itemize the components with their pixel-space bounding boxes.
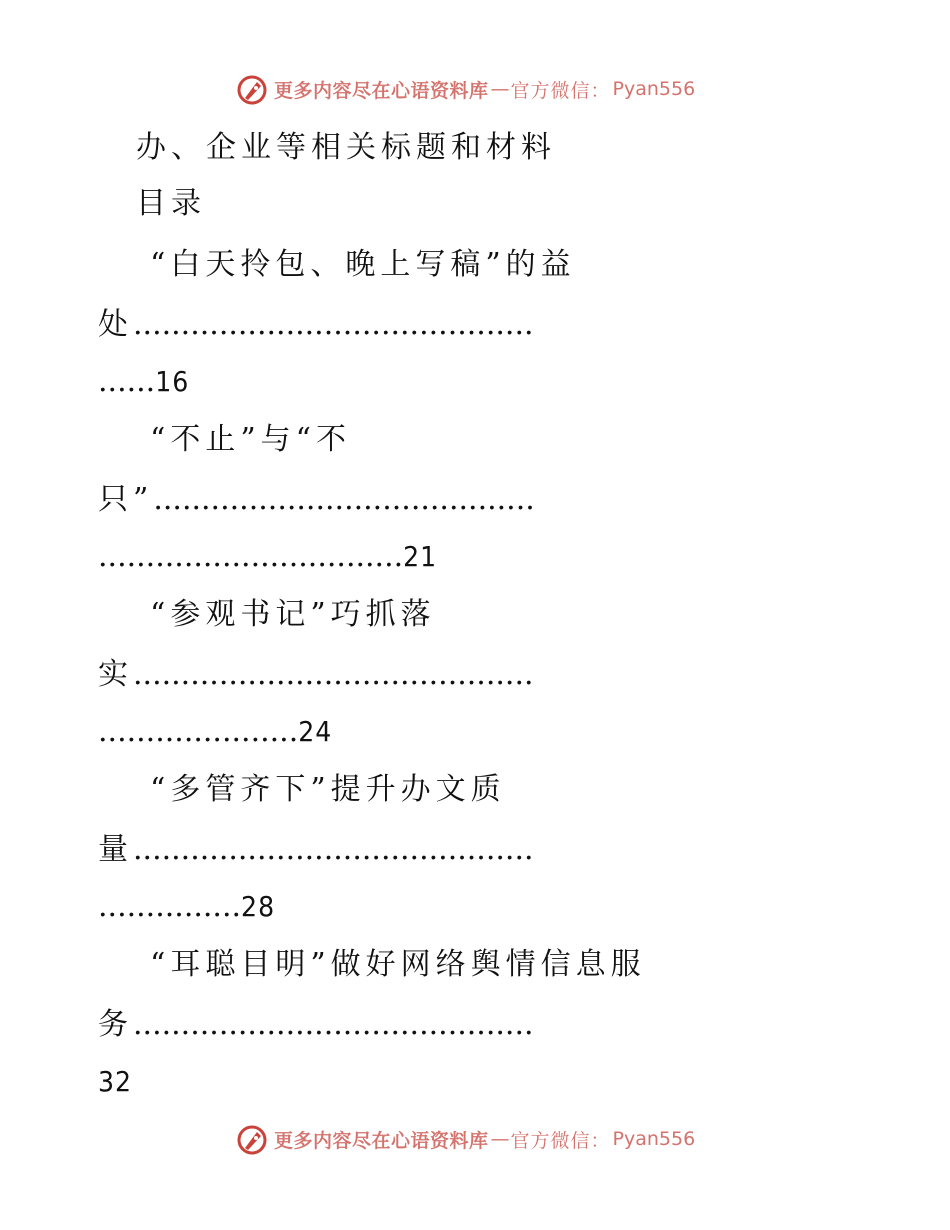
dot-leader: ..........................................: [133, 657, 534, 692]
watermark-banner-bottom: [236, 1122, 716, 1156]
dot-leader: ........................................: [153, 482, 535, 517]
toc-entry-page-line: [98, 362, 189, 402]
toc-entry-continuation: [98, 830, 534, 870]
toc-entry-char: 处: [98, 307, 133, 342]
banner-wechat-label: 官方微信：: [510, 79, 611, 102]
dot-leader: ..........................................: [133, 1007, 534, 1042]
banner-text: 更多内容尽在心语资料库: [274, 79, 489, 102]
toc-entry-page: 28: [241, 890, 276, 923]
dot-leader: ..........................................: [133, 832, 534, 867]
toc-entry-continuation: [98, 655, 534, 695]
banner-separator: —: [490, 1128, 507, 1150]
intro-text: 办、企业等相关标题和材料: [136, 130, 556, 165]
toc-entry-page-line: [98, 887, 275, 927]
banner-wechat-id: Pyan556: [612, 1128, 696, 1150]
dot-leader: ...............: [98, 889, 242, 924]
toc-entry-char: 务: [98, 1007, 133, 1042]
toc-entry-continuation: [98, 480, 535, 520]
toc-entry-char: 实: [98, 657, 133, 692]
banner-separator: —: [490, 78, 507, 100]
toc-entry-page: 32: [98, 1065, 133, 1098]
toc-entry-title: “参观书记”巧抓落: [150, 597, 436, 632]
toc-entry-page: 16: [155, 365, 190, 398]
banner-wechat-id: Pyan556: [612, 78, 696, 100]
dot-leader: ......: [98, 364, 156, 399]
toc-entry-title: “白天拎包、晚上写稿”的益: [150, 247, 576, 282]
banner-wechat-label: 官方微信：: [510, 1129, 611, 1152]
toc-heading: 目录: [136, 186, 206, 221]
toc-entry-char: 只”: [98, 482, 154, 517]
toc-entry-page-line: [98, 537, 437, 577]
toc-entry-title: “不止”与“不: [150, 422, 352, 457]
toc-entry-page: 24: [298, 715, 333, 748]
dot-leader: .....................: [98, 714, 299, 749]
toc-entry-page: 21: [403, 540, 438, 573]
toc-entry-char: 量: [98, 832, 133, 867]
watermark-banner-top: [236, 72, 716, 106]
dot-leader: ................................: [98, 539, 404, 574]
toc-entry-continuation: [98, 305, 534, 345]
toc-entry-title: “耳聪目明”做好网络舆情信息服: [150, 947, 646, 982]
toc-entry-page-line: [98, 712, 332, 752]
dot-leader: ..........................................: [133, 307, 534, 342]
toc-entry-continuation: [98, 1005, 534, 1045]
banner-text: 更多内容尽在心语资料库: [274, 1129, 489, 1152]
toc-entry-page-line: [98, 1062, 132, 1102]
pen-nib-icon: [236, 73, 268, 105]
toc-entry-title: “多管齐下”提升办文质: [150, 772, 506, 807]
pen-nib-icon: [236, 1123, 268, 1155]
